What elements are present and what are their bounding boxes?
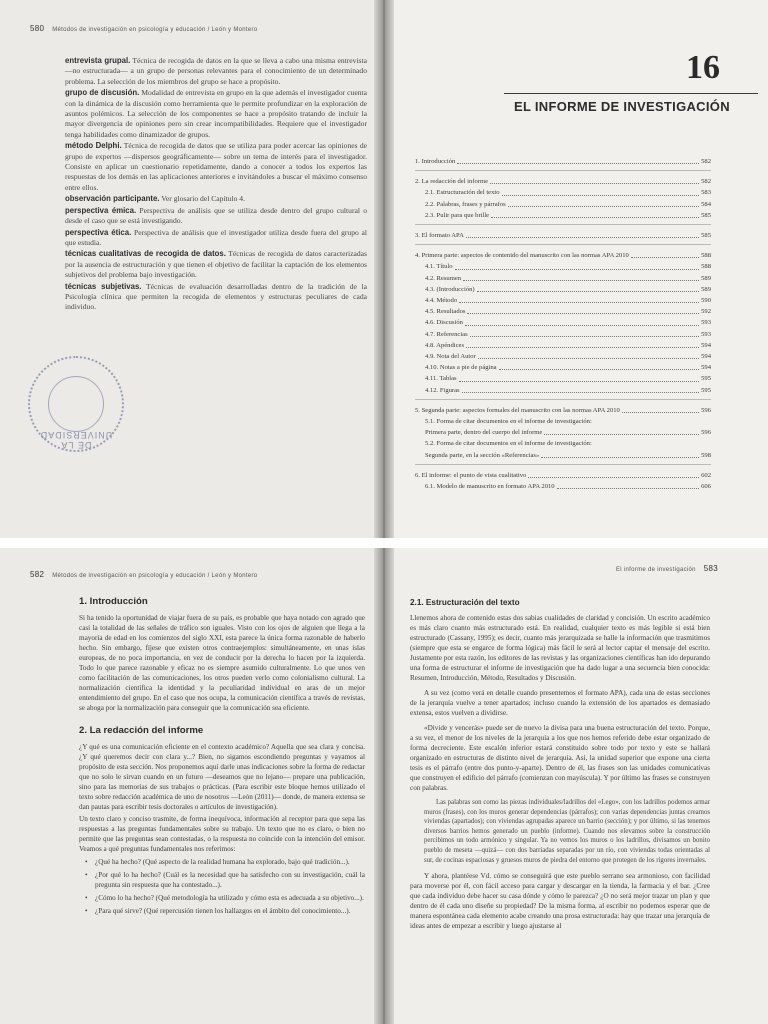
toc-entry-page: 585 [701,232,711,240]
toc-leader [465,325,699,326]
toc-entry-label: 2.1. Estructuración del texto [425,189,500,197]
chapter-title: EL INFORME DE INVESTIGACIÓN [514,99,730,114]
glossary-entry [65,282,367,313]
toc-leader [557,488,700,489]
list-item: • ¿Para qué sirve? (Qué repercusión tienen los hallazgos en el ámbito del conocimiento...). [79,906,365,916]
toc-entry-label: 4.6. Discusión [425,319,463,327]
toc-entry-label: 4.3. (Introducción) [425,285,475,293]
toc-divider [415,244,711,245]
toc-divider [415,170,711,171]
toc-entry [415,438,711,449]
question-list [79,857,365,916]
body-column [410,598,710,936]
paragraph: Y ahora, plantéese Vd. cómo se conseguirá que este pueblo serrano sea armonioso, con facilidad para moverse por él, con fácil acceso para cargar y descargar en la tienda, la farmacia y el bar. ¿Cree que cada individuo debe hacer su casa dónde y cómo le parezca? ¿O no será mejor trazar un plan y que dentro de él cada uno diseñe su propiedad? De la misma forma, al escribir no podemos esperar que de manera espontánea cada elemento acabe creando una prosa estructurada: hay que trazar una jerarquía de ideas antes de empezar a escribir y luego ajustarse al [410,872,710,931]
glossary-definition: Modalidad de entrevista en grupo en la que además el investigador cuenta con la dinámica de la discusión como herramienta que le permite profundizar en la exploración de asuntos polémicos. La selección de los componentes se hace a propósito tratando de incluir la mayor divergencia de opiniones pero sin crear incompatibilidades. Requiere que el investigador tenga habilidades como dinamizador de grupos. [65,88,367,139]
paragraph: Si ha tenido la oportunidad de viajar fuera de su país, es probable que haya notado con agrado que casi la totalidad de las señales de tráfico son iguales. Visto con los ojos de alguien que llega a la mayoría de edad en los comienzos del siglo XXI, esta parece la única forma razonable de haberlo hecho. Sin embargo, fíjese que existen otros contraejemplos: simultáneamente, en unas islas europeas, de no poca importancia, en vez de conducir por la derecha lo hacen por la izquierda. Todo lo que parece razonable y eficaz no es siempre asumido culturalmente. Lo que unos ven como facilitación de las comunicaciones, los otros pueden verlo como colonialismo cultural. La normalización científica la identidad y la peculiaridad individual en aras de un mejor entendimiento del grupo. En el caso que nos ocupa, la comunicación científica a través de revistas, se aboga por la normalización para conseguir que la comunicación sea eficiente. [79,614,365,712]
page-581 [384,0,768,538]
toc-entry-page: 583 [701,189,711,197]
scan-separator [0,538,768,548]
toc-leader [502,195,700,196]
toc-entry-label: 4.7. Referencias [425,330,468,338]
glossary-term: observación participante. [65,194,160,204]
toc-entry [415,284,711,295]
glossary-entry [65,88,367,140]
toc-entry [415,405,711,416]
toc-leader [499,369,700,370]
chapter-number: 16 [686,49,720,86]
toc-leader [541,457,699,458]
toc-entry-label: 4.8. Apéndices [425,341,465,349]
toc-entry-label: 4.11. Tablas [425,375,457,383]
toc-entry-page: 593 [701,319,711,327]
section-heading: 2. La redacción del informe [79,725,204,736]
toc-divider [415,224,711,225]
toc-entry-label: 5.1. Forma de citar documentos en el informe de investigación: [425,418,592,426]
toc-entry-label: 4.2. Resumen [425,274,462,282]
toc-entry-page: 589 [701,274,711,282]
glossary-definition: Perspectiva de análisis que el investigador utiliza desde fuera del grupo al que estudia. [65,227,368,247]
running-head-580 [30,24,257,33]
glossary [65,56,367,314]
list-item: • ¿Por qué lo ha hecho? (Cuál es la necesidad que ha satisfecho con su investigación, cuál la pregunta sin respuesta que ha contestado...). [79,870,365,890]
toc-entry-label: 2.3. Pulir para que brille [425,211,490,219]
toc-entry-label: 4.10. Notas a pie de página [425,364,497,372]
paragraph: A su vez (como verá en detalle cuando presentemos el formato APA), cada una de estas secciones de la jerarquía vuelve a tener apartados; incluso cuando la extensión de los apartados es demasiado extensa, estos vuelven a dividirse. [410,689,710,717]
page-580 [0,0,384,538]
library-stamp [28,356,124,452]
toc-leader [457,163,699,164]
toc-entry [415,261,711,272]
toc-entry-label: 2. La redacción del informe [415,178,489,186]
glossary-entry [65,206,367,227]
section-heading: 1. Introducción [79,596,148,607]
glossary-definition: Ver glosario del Capítulo 4. [161,194,245,204]
toc-leader [463,280,699,281]
glossary-entry [65,141,367,193]
page-number: 583 [703,564,719,573]
toc-entry [415,329,711,340]
glossary-term: método Delphi. [65,141,122,151]
toc-entry [415,176,711,187]
glossary-entry [65,56,367,87]
toc-entry [415,317,711,328]
page-582 [0,548,384,1024]
page-number: 580 [30,24,45,33]
toc-leader [631,257,699,258]
toc-entry [415,385,711,396]
toc-divider [415,399,711,400]
toc-leader [455,269,700,270]
toc-leader [544,434,699,435]
toc-entry [415,340,711,351]
glossary-term: perspectiva émica. [65,205,137,215]
toc-entry-label: 6. El informe: el punto de vista cualitativo [415,471,527,479]
toc-entry [415,450,711,461]
toc-entry-page: 606 [701,483,711,491]
toc-entry-page: 588 [701,252,711,260]
toc-entry-page: 596 [701,429,711,437]
toc-leader [459,302,699,303]
toc-entry [415,427,711,438]
toc-entry-label: 4. Primera parte: aspectos de contenido del manuscrito con las normas APA 2010 [415,252,629,260]
page-number: 582 [30,570,45,579]
glossary-term: perspectiva ética. [65,227,132,237]
toc-entry [415,470,711,481]
block-quote: Las palabras son como las piezas individuales/ladrillos del «Lego», con los ladrillos podemos armar muros (frases), con los muros generar dependencias (párrafos); con varias dependencias juntas creamos viviendas (apartados); con viviendas agrupadas aparece un barrio (sección); y por último, si las tenemos diversos barrios hemos generado un pueblo (informe). Cuando nos elevamos sobre la construcción percibimos un todo armónico y singular. Ya no vemos los muros o los ladrillos, divisamos un bonito pueblo de meseta —quizá— con dos barriadas separadas por un río, con viviendas todas orientadas al sur, de cocinas espaciosas y gruesos muros de piedra del entorno que protegen de los rigores invernales. [424,799,710,864]
running-head-text: Métodos de investigación en psicología y educación / León y Montero [52,27,258,33]
toc-entry-page: 594 [701,364,711,372]
toc-leader [470,336,699,337]
toc-entry [415,210,711,221]
page-583 [384,548,768,1024]
toc-entry [415,156,711,167]
paragraph: Llenemos ahora de contenido estas dos sabias cualidades de claridad y concisión. Un escrito académico es más claro cuanto más estructurado está. En realidad, cualquier texto es más legible si está bien estructurado (Cassany, 1995); es decir, cuanto más jerarquizada se halle la información que trasmitimos (siempre que esta se engarce de forma lógica) más fácil le será al lector captar el mensaje del escrito. Justamente por esta razón, los editores de las revistas y las organizaciones científicas han ido depurando una forma de estructurar el informe de investigación que ha dado lugar a una secuencia bien conocida: Resumen, Introducción, Método, Resultados y Discusión. [410,614,710,682]
toc-entry-page: 598 [701,451,711,459]
toc-leader [462,392,699,393]
toc-leader [466,347,699,348]
toc-entry-page: 602 [701,471,711,479]
toc-entry [415,306,711,317]
toc-entry [415,250,711,261]
stamp-inner-ring [48,376,104,432]
toc-entry [415,416,711,427]
toc-entry-label: Primera parte, dentro del cuerpo del informe [425,429,543,437]
section-heading: 2.1. Estructuración del texto [410,598,520,607]
toc-leader [459,381,700,382]
toc-entry [415,373,711,384]
toc-entry-page: 590 [701,297,711,305]
toc-entry-label: 6.1. Modelo de manuscrito en formato APA 2010 [425,483,555,491]
toc-entry-page: 582 [701,178,711,186]
toc-entry-page: 585 [701,211,711,219]
glossary-definition: Perspectiva de análisis que se utiliza desde dentro del grupo cultural o desde el caso que se está investigando. [65,205,367,226]
glossary-definition: Técnica de recogida de datos en la que se lleva a cabo una misma entrevista —no estructurada— a un grupo de personas relevantes para el conocimiento de un determinado problema. La selección de los miembros del grupo se hace a propósito. [65,56,367,86]
toc-entry-label: 4.9. Nota del Autor [425,353,476,361]
toc-leader [491,217,699,218]
toc-leader [528,477,699,478]
stamp-text: DE LA UNIVERSIDAD [39,430,113,450]
toc-leader [467,313,699,314]
toc-entry [415,187,711,198]
glossary-entry [65,194,367,204]
running-head-582 [30,570,257,579]
toc-entry-page: 596 [701,406,711,414]
glossary-term: técnicas subjetivas. [65,281,142,291]
toc-leader [490,183,699,184]
toc-entry-page: 594 [701,341,711,349]
toc-entry-label: 4.12. Figuras [425,386,460,394]
toc-entry-label: 4.4. Método [425,297,458,305]
glossary-entry [65,249,367,280]
toc-entry-page: 594 [701,353,711,361]
paragraph: ¿Y qué es una comunicación eficiente en el contexto académico? Aquella que sea clara y concisa. ¿Y qué queremos decir con clara y...? Bien, no sigamos escondiendo preguntas y vayamos al propósito de esta sección. Nos proponemos aquí darle unas indicaciones sobre la forma de redactar que no solo le sirvan cuando en un futuro —deseamos que no lejano— prepare una publicación, sino para las memorias de sus trabajos o prácticas. (Para escribir este bloque hemos utilizado el texto sobre redacción académica de uno de nosotros —León (2011)— donde, de manera extensa se dan pautas para escribir tesis doctorales o artículos de investigación). [79,743,365,811]
glossary-term: técnicas cualitativas de recogida de datos. [65,249,226,259]
toc-entry-page: 589 [701,285,711,293]
running-head-583 [616,564,718,573]
list-item: • ¿Cómo lo ha hecho? (Qué metodología ha utilizado y cómo esta es adecuada a su objetivo...). [79,893,365,903]
toc-entry [415,230,711,241]
book-gutter [374,0,394,1024]
toc-entry [415,199,711,210]
glossary-definition: Técnicas de recogida de datos caracterizadas por la ausencia de estructuración y que tienen el objetivo de facilitar la captación de los elementos subjetivos del problema bajo investigación. [65,249,368,280]
toc-leader [478,358,699,359]
toc-entry-label: 4.1. Título [425,263,453,271]
glossary-term: grupo de discusión. [65,88,140,98]
paragraph: Un texto claro y conciso trasmite, de forma inequívoca, información al receptor para que sepa las respuestas a las preguntas fundamentales sobre su trabajo. Un texto que no es claro, o bien no permite que las preguntas sean contestadas, o la respuesta no coincide con la intención del emisor. Veamos a qué preguntas fundamentales nos referimos: [79,815,365,853]
running-head-text: Métodos de investigación en psicología y educación / León y Montero [52,573,258,579]
toc-entry [415,481,711,492]
glossary-term: entrevista grupal. [65,56,131,65]
chapter-toc [415,156,711,492]
toc-leader [622,412,699,413]
toc-entry [415,351,711,362]
list-item: • ¿Qué ha hecho? (Qué aspecto de la realidad humana ha explorado, bajo qué tradición...). [79,857,365,867]
toc-divider [415,464,711,465]
paragraph: «Divide y vencerás» puede ser de nuevo la divisa para una buena estructuración del texto. Porque, a su vez, el menor de los niveles de la jerarquía a los que nos hemos referido debe estar organizado de forma decreciente. Este escalón inferior estará constituido sobre todo por texto y este se hallará organizado en estructuras de distinto nivel de jerarquía. Así, la unidad superior que expone una cierta tesis es el párrafo (entre dos punto-y-aparte). Dentro de él, las frases son las unidades comunicativas que construyen el edificio del párrafo (comienzan con mayúscula). Y por último las frases se construyen con palabras. [410,724,710,792]
toc-entry-page: 582 [701,158,711,165]
glossary-definition: Técnicas de evaluación desarrolladas dentro de la tradición de la Psicología clínica que permiten la recogida de elementos y estructuras peculiares de cada individuo. [65,281,367,312]
body-column [79,596,365,919]
toc-entry-page: 592 [701,308,711,316]
glossary-definition: Técnica de recogida de datos que se utiliza para poder acercar las opiniones de grupo de expertos —dispersos geográficamente— sobre un tema de interés para el investigador. Consiste en aplicar un cuestionario repetidamente, dando a conocer a todos los expertos las respuestas de los demás en las aplicaciones anteriores e invitándoles a buscar el máximo consenso entre ellos. [65,141,368,192]
toc-entry-page: 595 [701,375,711,383]
toc-entry-label: 5.2. Forma de citar documentos en el informe de investigación: [425,440,592,448]
toc-entry-page: 588 [701,263,711,271]
toc-entry-page: 595 [701,386,711,394]
glossary-entry [65,228,367,249]
toc-entry-label: 4.5. Resultados [425,308,466,316]
toc-entry [415,362,711,373]
running-head-text: El informe de investigación [616,567,696,573]
toc-entry-label: Segunda parte, en la sección «Referencias» [425,451,540,459]
toc-entry [415,295,711,306]
toc-entry [415,273,711,284]
toc-entry-page: 584 [701,200,711,208]
chapter-rule [504,93,758,94]
toc-entry-page: 593 [701,330,711,338]
toc-entry-label: 5. Segunda parte: aspectos formales del manuscrito con las normas APA 2010 [415,406,620,414]
toc-leader [477,291,699,292]
toc-leader [508,206,699,207]
toc-entry-label: 3. El formato APA [415,232,464,240]
toc-leader [466,237,699,238]
toc-entry-label: 2.2. Palabras, frases y párrafos [425,200,506,208]
toc-entry-label: 1. Introducción [415,158,456,165]
